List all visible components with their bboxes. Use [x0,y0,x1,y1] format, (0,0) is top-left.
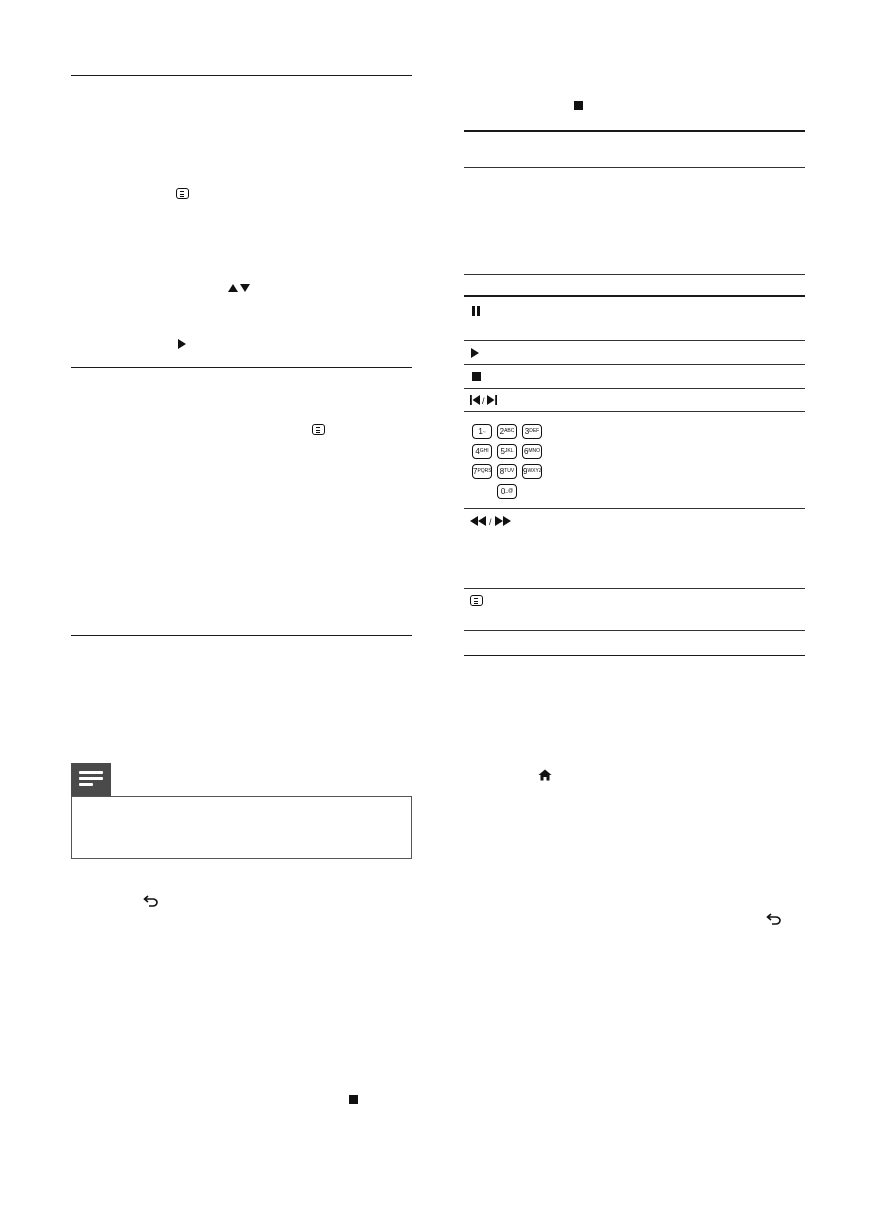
table-row-divider [464,630,805,631]
table-rule [464,274,805,275]
key-3: $3^{DEF}$ [522,424,542,439]
rewind-forward-icon [468,515,518,527]
key-7: $7^{PQRS}$ [472,464,492,479]
table-row-divider [464,340,805,341]
stop-icon [574,101,583,110]
down-arrow-icon [240,284,250,292]
play-icon [178,339,186,349]
back-icon [766,912,782,925]
table-row-divider [464,508,805,509]
note-box [71,796,412,859]
stop-icon [472,372,481,381]
key-2: $2^{ABC}$ [497,424,517,439]
section-rule-3 [71,635,412,636]
back-icon [143,894,159,907]
table-rule [464,167,805,168]
table-rule-top [464,130,805,132]
section-rule-1 [71,75,412,76]
play-icon [471,348,479,358]
previous-next-icon [469,394,499,406]
table-row-divider [464,411,805,412]
key-8: $8^{TUV}$ [497,464,517,479]
key-4: $4^{GHI}$ [472,444,492,459]
options-icon [312,424,325,435]
note-icon [71,763,111,796]
key-6: $6^{MNO}$ [522,444,542,459]
up-arrow-icon [228,284,238,292]
pause-icon [472,306,480,316]
svg-text:/: / [489,517,492,527]
table-header-rule [464,295,805,297]
key-1: 1., [472,424,492,439]
stop-icon [349,1095,358,1104]
svg-text:/: / [482,396,485,406]
table-row-divider [464,388,805,389]
key-5: $5^{JKL}$ [497,444,517,459]
key-0: 0_@ [497,484,517,499]
table-row-divider [464,364,805,365]
options-icon [470,595,483,606]
home-icon [538,769,552,781]
options-icon [176,188,189,199]
table-row-divider [464,588,805,589]
key-9: $9^{WXYZ}$ [522,464,542,479]
table-rule-bottom [464,655,805,656]
section-rule-2 [71,367,412,368]
